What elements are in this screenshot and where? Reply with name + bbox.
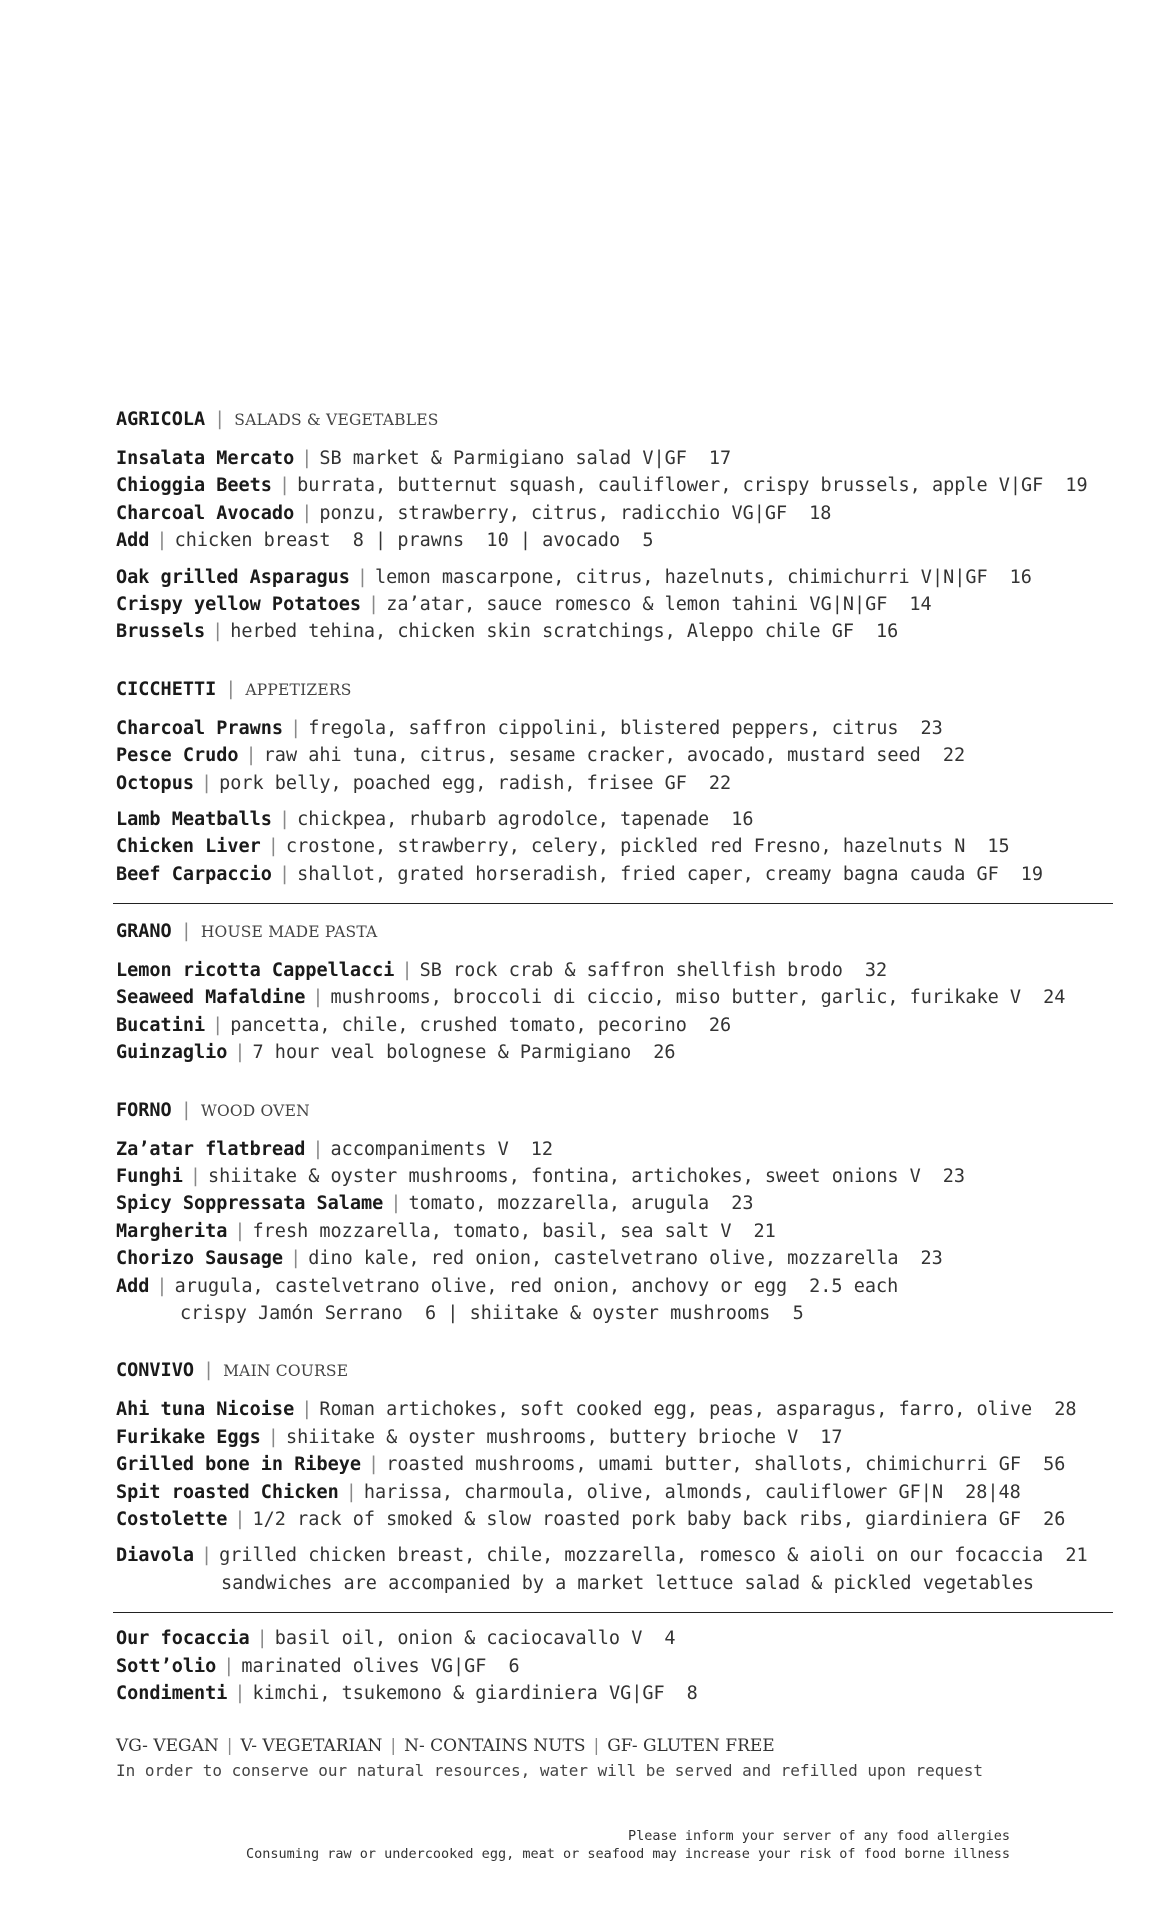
item-price: 28: [1054, 1399, 1077, 1421]
item-group: [116, 715, 1111, 797]
item-group: [116, 564, 1111, 646]
section-title: FORNO: [116, 1099, 172, 1121]
item-price: 24: [1043, 987, 1066, 1009]
menu-item: [116, 1451, 1111, 1478]
separator: |: [401, 960, 413, 982]
item-description: fresh mozzarella, tomato, basil, sea salt V: [252, 1220, 732, 1242]
item-price: 23: [920, 1248, 943, 1270]
section-header-agricola: [116, 404, 1111, 436]
item-description: lemon mascarpone, citrus, hazelnuts, chimichurri V|N|GF: [375, 566, 988, 588]
section-title: CONVIVO: [116, 1360, 194, 1382]
legend-vegan: VG- VEGAN: [116, 1736, 219, 1757]
separator: |: [200, 772, 213, 794]
separator: |: [312, 1138, 324, 1160]
item-description: pork belly, poached egg, radish, frisee GF: [219, 772, 687, 794]
item-name: Bucatini: [116, 1014, 206, 1036]
item-name: Spicy Soppressata Salame: [116, 1193, 384, 1215]
menu-item: [116, 445, 1111, 472]
item-price: 19: [1065, 475, 1088, 497]
menu-item: [116, 1039, 1111, 1066]
sandwich-note: sandwiches are accompanied by a market lettuce salad & pickled vegetables: [221, 1572, 1035, 1594]
menu-item: [116, 1245, 1111, 1272]
item-name: Funghi: [116, 1166, 183, 1188]
item-name: Furikake Eggs: [116, 1426, 261, 1448]
separator: |: [301, 502, 313, 524]
item-name: Add: [116, 1275, 150, 1297]
item-name: Chioggia Beets: [116, 475, 272, 497]
item-name: Our focaccia: [116, 1628, 250, 1650]
menu-item: [116, 1012, 1111, 1039]
item-price: 16: [875, 621, 899, 643]
item-description: 7 hour veal bolognese & Parmigiano: [252, 1042, 632, 1064]
separator: |: [180, 921, 192, 943]
menu-item: [116, 742, 1111, 769]
item-description: chickpea, rhubarb agrodolce, tapenade: [297, 808, 710, 830]
menu-item: [116, 833, 1111, 860]
item-name: Charcoal Prawns: [116, 717, 284, 739]
separator: |: [368, 593, 380, 615]
item-price: 22: [708, 772, 732, 794]
item-group: [116, 806, 1111, 888]
item-name: Sott’olio: [116, 1655, 217, 1677]
separator: |: [212, 1014, 224, 1036]
item-name: Insalata Mercato: [116, 448, 295, 469]
menu-item: [116, 1190, 1111, 1217]
separator: |: [234, 1220, 246, 1242]
item-name: Grilled bone in Ribeye: [116, 1454, 362, 1476]
item-name: Condimenti: [116, 1682, 228, 1704]
item-name: Seaweed Mafaldine: [116, 987, 306, 1009]
separator: |: [593, 1736, 600, 1757]
item-price: 12: [530, 1138, 553, 1160]
menu-item-add: [116, 527, 1111, 554]
separator: |: [290, 717, 302, 739]
add-options-line: crispy Jamón Serrano 6 | shiitake & oyster mushrooms 5: [180, 1302, 804, 1324]
legend-nuts: N- CONTAINS NUTS: [404, 1736, 586, 1757]
separator: |: [234, 1682, 246, 1704]
item-name: Lamb Meatballs: [116, 808, 272, 830]
section-title: AGRICOLA: [116, 409, 206, 430]
separator: |: [290, 1248, 302, 1270]
separator: |: [390, 1736, 397, 1757]
item-description: grilled chicken breast, chile, mozzarella, romesco & aioli on our focaccia: [219, 1545, 1044, 1567]
separator: |: [301, 1399, 313, 1421]
menu-item: [116, 806, 1111, 833]
item-price: 22: [942, 745, 966, 767]
separator: |: [390, 1193, 402, 1215]
menu-item: [116, 1479, 1111, 1506]
item-description: chicken breast 8 | prawns 10 | avocado 5: [174, 530, 654, 552]
item-name: Ahi tuna Nicoise: [116, 1399, 295, 1421]
item-price: 18: [809, 502, 832, 524]
item-description: Roman artichokes, soft cooked egg, peas, asparagus, farro, olive: [319, 1399, 1033, 1421]
separator: |: [156, 530, 168, 552]
separator: |: [267, 1426, 279, 1448]
separator: |: [156, 1275, 168, 1297]
menu-item: [116, 1396, 1111, 1423]
item-price: 32: [864, 960, 888, 982]
item-group-extras: [116, 1625, 1111, 1707]
item-description: tomato, mozzarella, arugula: [408, 1193, 710, 1215]
item-price: 26: [708, 1014, 732, 1036]
item-price: 16: [1009, 566, 1032, 588]
item-name: Chicken Liver: [116, 836, 261, 858]
item-description: harissa, charmoula, olive, almonds, cauliflower GF|N: [363, 1481, 944, 1503]
item-price: 21: [753, 1220, 776, 1242]
item-price: 14: [909, 593, 932, 615]
separator: |: [278, 863, 291, 885]
menu-item: [116, 1136, 1111, 1163]
separator: |: [345, 1481, 357, 1503]
section-title: CICCHETTI: [116, 678, 217, 700]
item-description: shiitake & oyster mushrooms, buttery brioche V: [285, 1426, 799, 1448]
item-group: [116, 1542, 1111, 1597]
separator: |: [356, 566, 369, 588]
separator: |: [200, 1545, 213, 1567]
item-group: [116, 1136, 1111, 1328]
separator: |: [256, 1628, 268, 1650]
water-note: In order to conserve our natural resources, water will be served and refilled upon request: [116, 1761, 983, 1781]
item-description: fregola, saffron cippolini, blistered peppers, citrus: [308, 717, 899, 739]
item-name: Oak grilled Asparagus: [116, 566, 350, 588]
separator: |: [223, 1655, 235, 1677]
item-description: SB rock crab & saffron shellfish brodo: [419, 960, 843, 982]
separator: |: [226, 1736, 233, 1757]
menu-item: [116, 500, 1111, 527]
item-name: Spit roasted Chicken: [116, 1481, 339, 1503]
item-description: za’atar, sauce romesco & lemon tahini VG|N|GF: [386, 593, 888, 615]
item-description: burrata, butternut squash, cauliflower, crispy brussels, apple V|GF: [297, 475, 1044, 497]
separator: |: [234, 1042, 246, 1064]
item-name: Charcoal Avocado: [116, 502, 295, 524]
item-description: herbed tehina, chicken skin scratchings, Aleppo chile GF: [230, 621, 854, 643]
item-description: dino kale, red onion, castelvetrano olive, mozzarella: [308, 1248, 899, 1270]
item-price: 23: [920, 717, 943, 739]
item-group: [116, 1396, 1111, 1533]
menu-item-add: [116, 1273, 1111, 1300]
separator: |: [214, 409, 226, 430]
item-price: 19: [1020, 863, 1044, 885]
separator: |: [189, 1166, 201, 1188]
item-description: kimchi, tsukemono & giardiniera VG|GF: [252, 1682, 665, 1704]
item-description: roasted mushrooms, umami butter, shallots, chimichurri GF: [386, 1454, 1022, 1476]
menu-item: [116, 1424, 1111, 1451]
item-name: Add: [116, 530, 150, 552]
separator: |: [245, 745, 257, 767]
item-description: shallot, grated horseradish, fried caper, creamy bagna cauda GF: [297, 863, 999, 885]
section-subtitle: APPETIZERS: [245, 680, 352, 699]
menu-item: [116, 1680, 1111, 1707]
item-description: SB market & Parmigiano salad V|GF: [319, 448, 687, 469]
legend-vegetarian: V- VEGETARIAN: [240, 1736, 383, 1757]
item-description: basil oil, onion & caciocavallo V: [274, 1628, 643, 1650]
item-name: Lemon ricotta Cappellacci: [116, 960, 395, 982]
separator: |: [234, 1508, 246, 1530]
item-name: Za’atar flatbread: [116, 1138, 306, 1160]
item-price: 6: [508, 1655, 520, 1677]
item-group: [116, 957, 1111, 1067]
section-header-forno: [116, 1095, 1111, 1127]
menu-item: [116, 1506, 1111, 1533]
menu-item: [116, 591, 1111, 618]
section-subtitle: HOUSE MADE PASTA: [200, 923, 378, 942]
item-price: 23: [731, 1193, 754, 1215]
menu-item: [116, 472, 1111, 499]
item-description: mushrooms, broccoli di ciccio, miso butter, garlic, furikake V: [330, 987, 1022, 1009]
item-name: Diavola: [116, 1545, 194, 1567]
item-name: Costolette: [116, 1508, 228, 1530]
menu-item: [116, 1163, 1111, 1190]
item-description: crostone, strawberry, celery, pickled red Fresno, hazelnuts N: [285, 836, 966, 858]
separator: |: [368, 1454, 380, 1476]
item-group: [116, 445, 1111, 555]
separator: |: [278, 808, 291, 830]
separator: |: [278, 475, 291, 497]
item-price: 28|48: [965, 1481, 1021, 1503]
section-subtitle: SALADS & VEGETABLES: [234, 411, 439, 429]
menu-item: [116, 1625, 1111, 1652]
menu-item: [116, 770, 1111, 797]
item-price: 17: [708, 448, 732, 469]
separator: |: [301, 448, 313, 469]
item-price: 4: [664, 1628, 676, 1650]
separator: |: [212, 621, 224, 643]
allergy-notice: [246, 1827, 1010, 1863]
item-description: marinated olives VG|GF: [241, 1655, 487, 1677]
item-price: 56: [1043, 1454, 1066, 1476]
menu-item: [116, 984, 1111, 1011]
section-header-convivo: [116, 1355, 1111, 1387]
dietary-legend: [116, 1733, 1111, 1759]
section-subtitle: MAIN COURSE: [223, 1362, 349, 1381]
item-price: 16: [731, 808, 754, 830]
item-name: Crispy yellow Potatoes: [116, 593, 362, 615]
item-name: Brussels: [116, 621, 206, 643]
item-description: ponzu, strawberry, citrus, radicchio VG|GF: [319, 502, 788, 524]
item-price: 15: [987, 836, 1010, 858]
menu-item: [116, 618, 1111, 645]
raw-food-warning: Consuming raw or undercooked egg, meat or seafood may increase your risk of food borne illness: [245, 1846, 1010, 1862]
menu-item: [116, 715, 1111, 742]
menu-item: [116, 957, 1111, 984]
item-description: accompaniments V: [330, 1138, 509, 1160]
menu: [116, 404, 1111, 1783]
menu-item: [116, 1653, 1111, 1680]
item-description: shiitake & oyster mushrooms, fontina, artichokes, sweet onions V: [207, 1166, 921, 1188]
item-name: Beef Carpaccio: [116, 863, 272, 885]
item-price: 21: [1065, 1545, 1088, 1567]
item-description: pancetta, chile, crushed tomato, pecorino: [230, 1014, 687, 1036]
item-description: 1/2 rack of smoked & slow roasted pork baby back ribs, giardiniera GF: [252, 1508, 1022, 1530]
item-description: raw ahi tuna, citrus, sesame cracker, avocado, mustard seed: [263, 745, 921, 767]
section-title: GRANO: [116, 921, 172, 943]
item-name: Octopus: [116, 772, 194, 794]
item-name: Chorizo Sausage: [116, 1248, 284, 1270]
section-header-cicchetti: [116, 674, 1111, 706]
separator: |: [202, 1360, 215, 1382]
section-header-grano: [116, 916, 1111, 948]
separator: |: [225, 678, 237, 700]
item-price: 2.5 each: [809, 1275, 899, 1297]
item-price: 17: [820, 1426, 843, 1448]
item-name: Pesce Crudo: [116, 745, 239, 767]
allergy-note: Please inform your server of any food allergies: [627, 1828, 1010, 1844]
menu-item: [116, 861, 1111, 888]
legend-gluten-free: GF- GLUTEN FREE: [607, 1736, 775, 1757]
item-price: 26: [1043, 1508, 1066, 1530]
menu-item: [116, 564, 1111, 591]
menu-item: [116, 1218, 1111, 1245]
item-name: Margherita: [116, 1220, 228, 1242]
separator: |: [180, 1099, 192, 1121]
item-description: arugula, castelvetrano olive, red onion, anchovy or egg: [174, 1275, 788, 1297]
item-name: Guinzaglio: [116, 1042, 228, 1064]
item-price: 26: [653, 1042, 676, 1064]
section-subtitle: WOOD OVEN: [200, 1101, 310, 1120]
item-price: 8: [686, 1682, 698, 1704]
menu-item: [116, 1542, 1111, 1569]
separator: |: [267, 836, 279, 858]
separator: |: [312, 987, 324, 1009]
item-price: 23: [942, 1166, 966, 1188]
